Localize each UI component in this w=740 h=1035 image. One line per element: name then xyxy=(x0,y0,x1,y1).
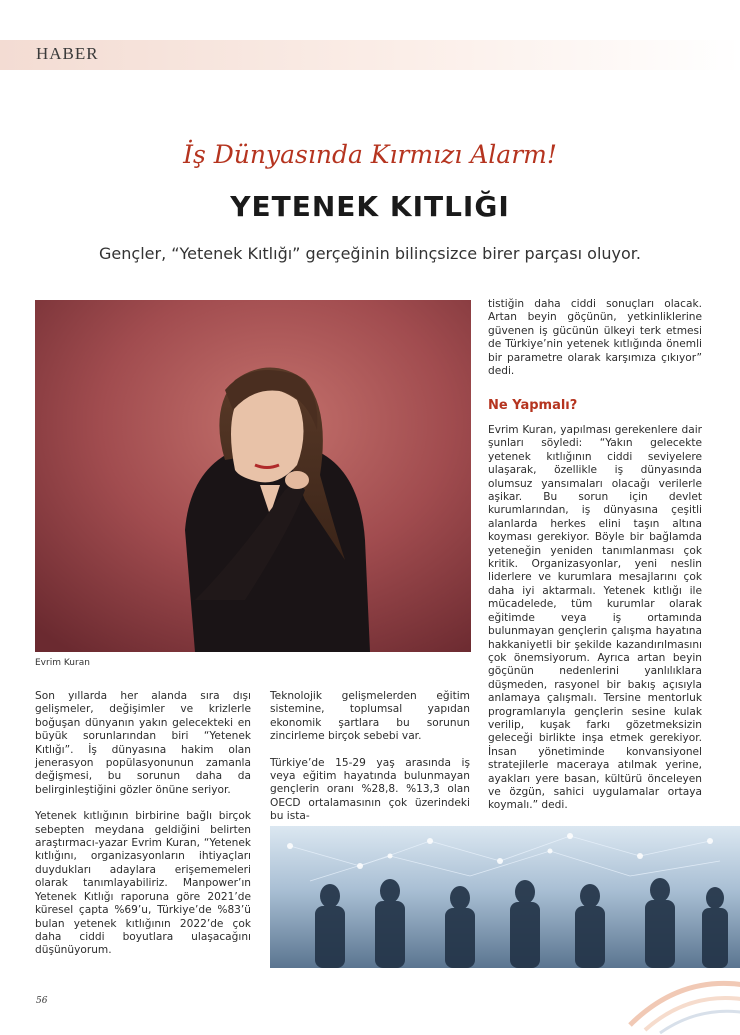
decorative-swirl xyxy=(620,965,740,1035)
article-paragraph: Türkiye’de 15-29 yaş arasında iş veya eğitim hayatında bulunmayan gençlerin oranı %28,8. %13,3 olan OECD ortalamasının çok üzerindeki bu ista- xyxy=(270,756,470,823)
section-band xyxy=(0,40,740,70)
subheading: Ne Yapmalı? xyxy=(488,398,578,413)
article-paragraph: Yetenek kıtlığının birbirine bağlı birçok sebepten meydana geldiğini belirten araştırmacı-yazar Evrim Kuran, “Yetenek kıtlığını, organizasyonların ihtiyaçları duydukları adaylara erişememeleri olarak tanımlayabiliriz. Manpower’ın Yetenek Kıtlığı raporuna göre 2021’de küresel çapta %69’u, Türkiye’de %83’ü bulan yetenek kıtlığının 2022’de çok daha ciddi boyutlara ulaşacağını düşünüyorum. xyxy=(35,810,251,957)
article-column-3-top xyxy=(488,298,702,391)
article-paragraph: Son yıllarda her alanda sıra dışı gelişmeler, değişimler ve krizlerle boğuşan dünyanın yakın gelecekteki en büyük sorunlarından biri “Yetenek Kıtlığı”. İş dünyasına hakim olan jenerasyon popülasyonunun zamanla değişmesi, bu sorunun daha da belirginleştiğini gözler önüne seriyor. xyxy=(35,690,251,796)
subtitle: Gençler, “Yetenek Kıtlığı” gerçeğinin bilinçsizce birer parçası oluyor. xyxy=(99,244,641,263)
article-column-3-bottom xyxy=(488,424,702,826)
section-label: HABER xyxy=(36,44,99,63)
page-number: 56 xyxy=(36,996,48,1006)
portrait-photo xyxy=(35,300,471,652)
article-paragraph: Teknolojik gelişmelerden eğitim sistemine, toplumsal yapıdan ekonomik şartlara bu sorunun zincirleme birçok sebebi var. xyxy=(270,690,470,743)
network-illustration xyxy=(270,826,740,968)
photo-caption: Evrim Kuran xyxy=(35,658,90,668)
article-paragraph: tistiğin daha ciddi sonuçları olacak. Artan beyin göçünün, yetkinliklerine güvenen iş gücünün ülkeyi terk etmesi de Türkiye’nin yetenek kıtlığında önemli bir parametre olarak karşımıza çıkıyor” dedi. xyxy=(488,298,702,378)
article-column-1 xyxy=(35,690,251,971)
article-column-2 xyxy=(270,690,470,837)
headline-main: YETENEK KITLIĞI xyxy=(230,190,510,223)
article-paragraph: Evrim Kuran, yapılması gerekenlere dair şunları söyledi: “Yakın gelecekte yetenek kıtlığının ciddi seviyelere ulaşarak, özellikle iş dünyasında olumsuz yansımaları olacağı verilerle aşikar. Bu sorun için devlet kurumlarından, iş dünyasına çeşitli alanlarda herkes elini taşın altına koyması gerekiyor. Böyle bir bağlamda yeteneğin yeniden tanımlanması çok kritik. Organizasyonlar, yeni neslin liderlere ve kurumlara mesajlarını çok daha iyi aktarmalı. Yetenek kıtlığı ile mücadelede, tüm kurumlar olarak eğitimde veya iş ortamında bulunmayan gençlerin çalışma hayatına hakkaniyetli bir şekilde kazandırılmasını çok önemsiyorum. Ayrıca artan beyin göçünün nedenlerini yanlılıklara düşmeden, rasyonel bir bakış açısıyla anlamaya çalışmalı. Tersine mentorluk programlarıyla gençlerin sesine kulak verilip, kuşak farkı gözetmeksizin geleceği birlikte inşa etmek gerekiyor. İnsan yönetiminde konvansiyonel stratejilerle maceraya atılmak yerine, ayakları yere basan, kültürü önceleyen ve özgün, sahici uygulamalar ortaya koymalı.” dedi. xyxy=(488,424,702,812)
headline-script: İş Dünyasında Kırmızı Alarm! xyxy=(183,140,557,169)
business-network-photo xyxy=(270,826,740,968)
portrait-illustration xyxy=(35,300,471,652)
